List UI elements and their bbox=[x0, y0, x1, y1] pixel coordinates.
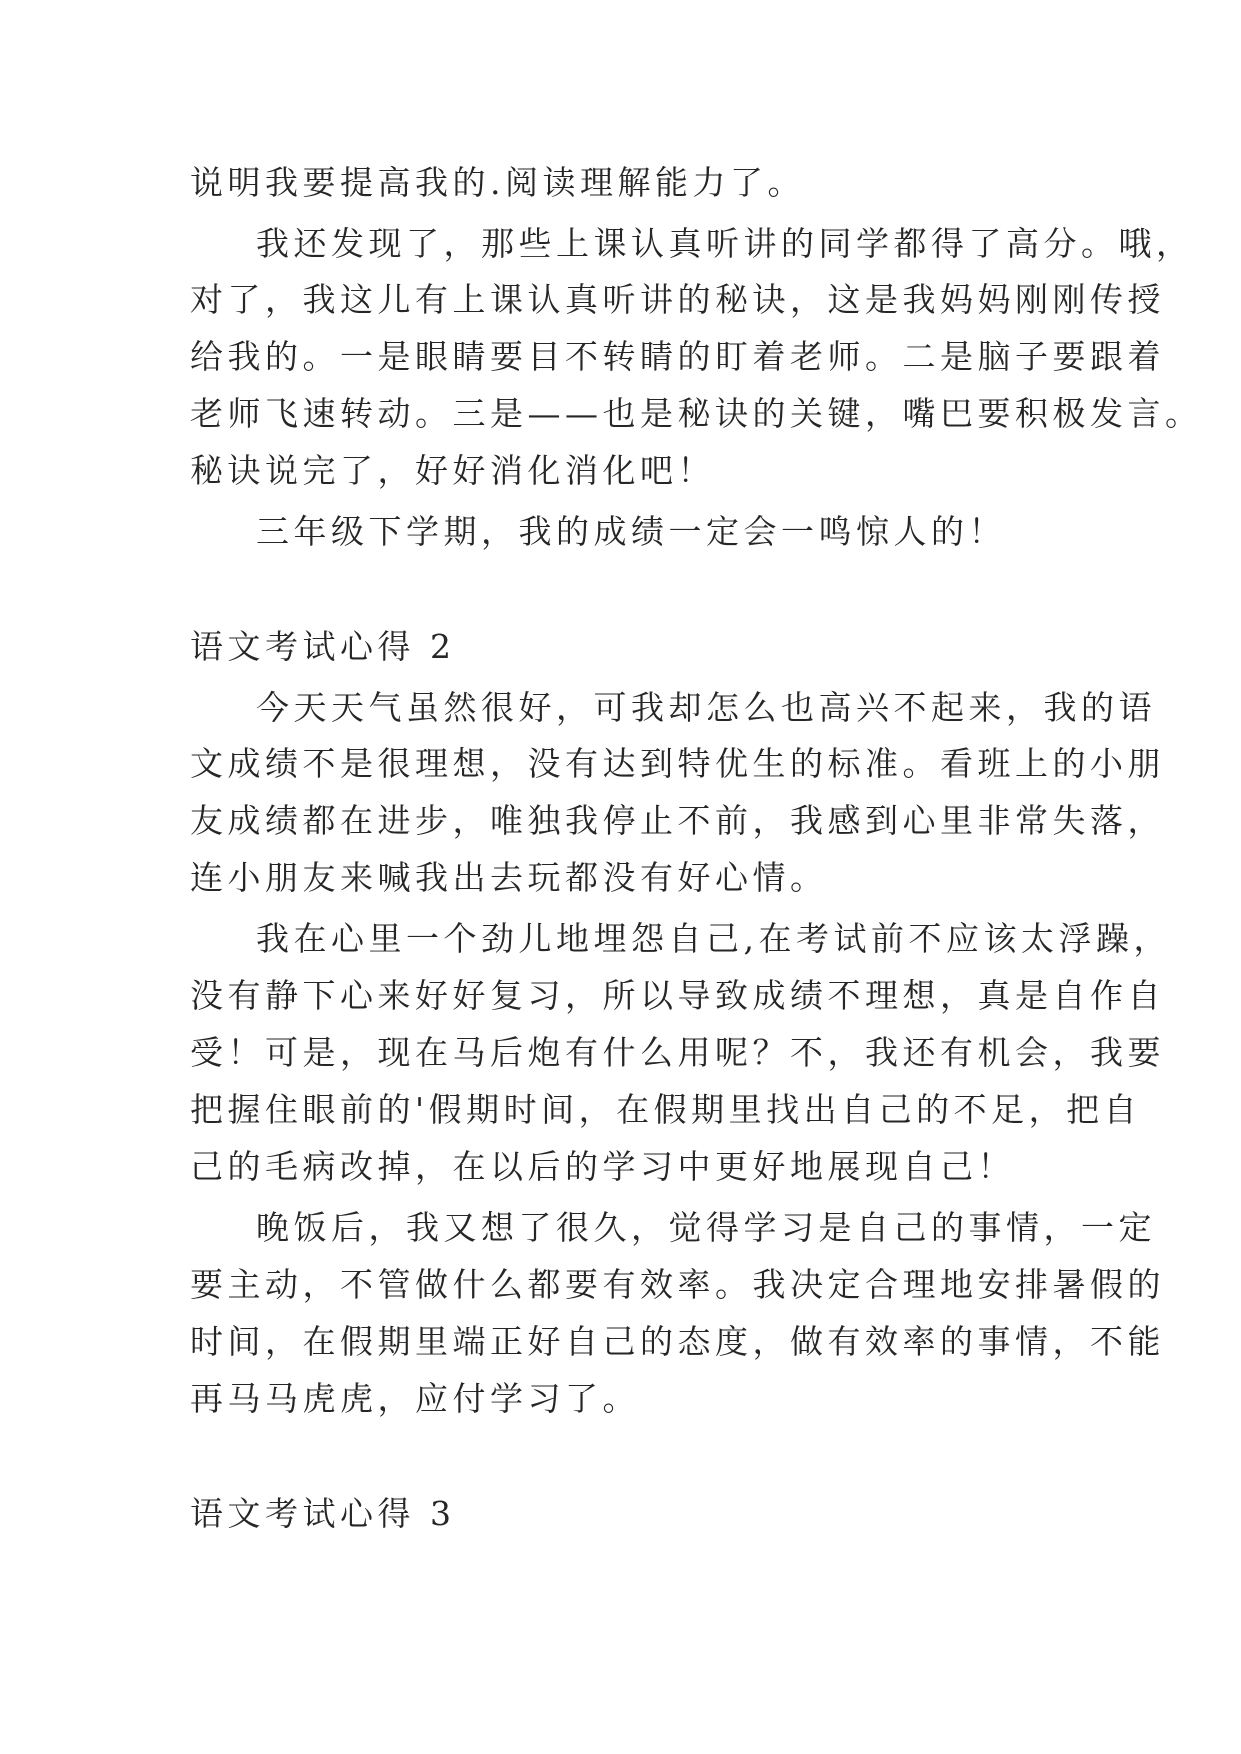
paragraph-line: 对了，我这儿有上课认真听讲的秘诀，这是我妈妈刚刚传授 bbox=[190, 280, 1165, 319]
paragraph-line: 把握住眼前的'假期时间，在假期里找出自己的不足，把自 bbox=[190, 1090, 1142, 1129]
paragraph-line: 受！可是，现在马后炮有什么用呢？不，我还有机会，我要 bbox=[190, 1033, 1165, 1072]
paragraph-line: 今天天气虽然很好，可我却怎么也高兴不起来，我的语 bbox=[256, 688, 1156, 727]
paragraph-line: 给我的。一是眼睛要目不转睛的盯着老师。二是脑子要跟着 bbox=[190, 337, 1165, 376]
paragraph-line: 说明我要提高我的.阅读理解能力了。 bbox=[190, 163, 805, 202]
paragraph-line: 我还发现了，那些上课认真听讲的同学都得了高分。哦， bbox=[256, 224, 1194, 263]
paragraph-line: 友成绩都在进步，唯独我停止不前，我感到心里非常失落， bbox=[190, 801, 1165, 840]
paragraph-line: 晚饭后，我又想了很久，觉得学习是自己的事情，一定 bbox=[256, 1208, 1156, 1247]
paragraph-line: 文成绩不是很理想，没有达到特优生的标准。看班上的小朋 bbox=[190, 744, 1165, 783]
paragraph-line: 己的毛病改掉，在以后的学习中更好地展现自己！ bbox=[190, 1147, 1015, 1186]
section-heading: 语文考试心得 3 bbox=[190, 1494, 456, 1533]
paragraph-line: 老师飞速转动。三是——也是秘诀的关键，嘴巴要积极发言。 bbox=[190, 394, 1203, 433]
paragraph-line: 再马马虎虎，应付学习了。 bbox=[190, 1379, 640, 1418]
paragraph-line: 要主动，不管做什么都要有效率。我决定合理地安排暑假的 bbox=[190, 1265, 1165, 1304]
paragraph-line: 没有静下心来好好复习，所以导致成绩不理想，真是自作自 bbox=[190, 976, 1165, 1015]
paragraph-line: 连小朋友来喊我出去玩都没有好心情。 bbox=[190, 858, 828, 897]
section-heading: 语文考试心得 2 bbox=[190, 627, 456, 666]
paragraph-line: 我在心里一个劲儿地埋怨自己,在考试前不应该太浮躁， bbox=[256, 919, 1171, 958]
paragraph-line: 时间，在假期里端正好自己的态度，做有效率的事情，不能 bbox=[190, 1322, 1165, 1361]
paragraph-line: 三年级下学期，我的成绩一定会一鸣惊人的！ bbox=[256, 512, 1006, 551]
paragraph-line: 秘诀说完了，好好消化消化吧！ bbox=[190, 451, 715, 490]
